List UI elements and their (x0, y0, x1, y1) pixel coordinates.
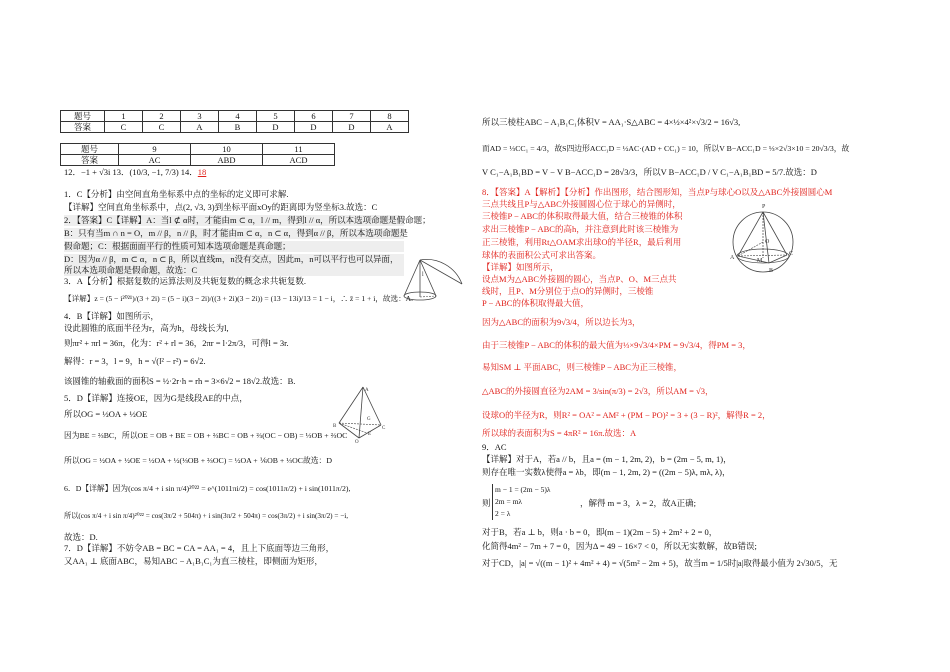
q9-head: 9．AC (482, 442, 507, 452)
q8-line-13: 易知SM ⊥ 平面ABC，则三棱锥P − ABC为正三棱锥， (482, 362, 682, 372)
q8-line-3: 三棱锥P − ABC的体积取得最大值，结合三棱锥的体积 (482, 211, 683, 221)
q9-line-3: 则 (482, 498, 491, 508)
q9-system (492, 484, 551, 520)
q2-line-e: 所以本选项命题是假命题，故选：C (64, 265, 404, 276)
tetra-label-a: A (365, 388, 369, 393)
q4-line-b: 则πr² + πrl = 36π，化为：r² + rl = 36，2πr = l·2π/3，可得l = 3r. (64, 338, 289, 348)
table-cell: D (257, 122, 295, 133)
r-line-2: 而AD = ⅓CC₁ = 4/3，故S四边形ACC₁D = ½AC·(AD + CC₁) = 10，所以V B−ACC₁D = ⅓×2√3×10 = 20√3/3，故 (482, 144, 850, 153)
q8-line-10: P − ABC的体积取得最大值， (482, 298, 589, 308)
q2-line-d: D：因为α // β，m ⊂ α，n ⊂ β，所以直线m，n没有交点，因此m，n可以平行也可以异面， (64, 254, 404, 265)
table-cell: ACD (263, 155, 335, 166)
table-cell: 10 (191, 144, 263, 155)
table-cell: B (219, 122, 257, 133)
q7-head: 7．D【详解】不妨令AB = BC = CA = AA₁ = 4，且上下底面等边三角形， (64, 543, 335, 553)
q9-line-6: 对于CD，|a| = √((m − 1)² + 4m² + 4) = √(5m² − 2m + 5)，故当m = 1/5时|a|取得最小值为 2√30/5，无 (482, 558, 838, 568)
table-row (61, 111, 409, 122)
q7-line-a: 又AA₁ ⊥ 底面ABC，易知ABC − A₁B₁C₁为直三棱柱，即侧面为矩形， (64, 556, 323, 566)
q3-analysis: 3．A【分析】根据复数的运算法则及共轭复数的概念求共轭复数. (64, 276, 307, 286)
table-cell: 答案 (61, 155, 119, 166)
left-column (60, 110, 410, 166)
q14-answer: 18 (197, 167, 207, 177)
table-row (61, 122, 409, 133)
q12-14-line (64, 167, 206, 178)
table-cell: D (295, 122, 333, 133)
answer-table-2 (60, 143, 335, 166)
q9-eq-2: 2m = mλ (495, 497, 523, 506)
q8-line-5: 正三棱锥，利用Rt△OAM求出球O的半径R，最后利用 (482, 237, 682, 247)
answer-table-1 (60, 110, 409, 133)
tetra-label-c: C (382, 426, 386, 431)
q8-line-6: 球体的表面积公式可求出答案。 (482, 250, 602, 260)
q9-line-4: 对于B，若a ⊥ b，则a · b = 0，即(m − 1)(2m − 5) + 2m² + 2 = 0， (482, 527, 718, 537)
sphere-label-p: P (762, 204, 766, 210)
q1-analysis: 1．C【分析】由空间直角坐标系中点的坐标的定义即可求解. (64, 189, 289, 199)
table-cell: 答案 (61, 122, 105, 133)
q4-head: 4．B【详解】如图所示， (64, 311, 159, 321)
q2-line-b: B：只有当m ∩ n = O，m // β，n // β，时才能由m ⊂ α，n ⊂ α，得到α // β，所以本选项命题是 (64, 228, 408, 238)
q9-eq-1: m − 1 = (2m − 5)λ (495, 485, 551, 494)
q8-line-16: 所以球的表面积为S = 4πR² = 16π.故选：A (482, 428, 637, 438)
table-cell: 11 (263, 144, 335, 155)
q9-eq-3: 2 = λ (495, 509, 511, 518)
table-cell: 1 (105, 111, 143, 122)
table-cell: 题号 (61, 111, 105, 122)
table-cell: 5 (257, 111, 295, 122)
q8-line-11: 因为△ABC的面积为9√3/4，所以边长为3， (482, 317, 641, 327)
q4-line-a: 设此圆锥的底面半径为r，高为h，母线长为l, (64, 323, 229, 333)
tetra-label-b: B (333, 424, 337, 429)
tetra-label-e: E (368, 432, 372, 437)
sphere-label-a: A (730, 255, 735, 261)
q8-line-4: 求出三棱锥P − ABC的高h，并注意到此时该三棱锥为 (482, 224, 679, 234)
tetra-label-o: O (355, 440, 359, 443)
q4-line-d: 该圆锥的轴截面的面积S = ½·2r·h = rh = 3×6√2 = 18√2.故选：B. (64, 376, 296, 386)
q6-line-b: 故选：D. (64, 532, 98, 542)
q8-line-8: 设点M为△ABC外接圆的圆心，当点P、O、M三点共 (482, 274, 677, 284)
q3-detail: 【详解】z = (5 − i²⁰²¹)/(3 + 2i) = (5 − i)(3 − 2i)/((3 + 2i)(3 − 2i)) = (13 − 13i)/13 = 1 − i，∴ z̄ = 1 + i，故选：A. (64, 294, 414, 303)
table-cell: A (181, 122, 219, 133)
q9-line-5: 化简得4m² − 7m + 7 = 0，因为Δ = 49 − 16×7 < 0，所以无实数解，故B错误; (482, 541, 757, 551)
q9-line-1: 【详解】对于A，若a // b，且a = (m − 1, 2m, 2)，b = (2m − 5, m, 1)， (482, 454, 732, 464)
table-cell: 7 (333, 111, 371, 122)
table-cell: AC (119, 155, 191, 166)
q8-line-9: 线时，且P、M分别位于点O的异侧时，三棱锥 (482, 286, 654, 296)
q2-line-a: 2．【答案】C【详解】A：当l ⊄ α时，才能由m ⊂ α，l // m，得到l // α，所以本选项命题是假命题； (64, 215, 431, 225)
q12-13-text: 12．−1 + √3i 13．(10/3, −1, 7/3) 14． (64, 167, 198, 177)
table-cell: 题号 (61, 144, 119, 155)
q8-line-14: △ABC的外接圆直径为2AM = 3/sin(π/3) = 2√3，所以AM = √3， (482, 386, 714, 396)
r-line-1: 所以三棱柱ABC − A₁B₁C₁体积V = AA₁·S△ABC = 4×½×4²×√3/2 = 16√3, (482, 117, 741, 127)
q5-line-c: 所以OG = ½OA + ½OE = ½OA + ½(⅓OB + ⅔OC) = ½OA + ⅙OB + ⅓OC故选：D (64, 456, 332, 465)
q5-line-a: 所以OG = ½OA + ½OE (64, 409, 148, 419)
q5-line-b: 因为BE = ⅔BC，所以OE = OB + BE = OB + ⅔BC = OB + ⅔(OC − OB) = ⅓OB + ⅔OC (64, 431, 348, 440)
table-row (61, 155, 335, 166)
sphere-label-m: M (757, 258, 763, 264)
tetrahedron-figure (333, 383, 388, 443)
table-cell: 8 (371, 111, 409, 122)
table-cell: 3 (181, 111, 219, 122)
q9-line-2: 则存在唯一实数λ使得a = λb，即(m − 1, 2m, 2) = ((2m − 5)λ, mλ, λ)， (482, 467, 731, 477)
q8-line-7: 【详解】如图所示， (482, 262, 559, 272)
r-line-3: V C₁−A₁B₁BD = V − V B−ACC₁D = 28√3/3，所以V B−ACC₁D / V C₁−A₁B₁BD = 5/7.故选：D (482, 167, 817, 177)
table-cell: 9 (119, 144, 191, 155)
q8-line-1: 8．【答案】A【解析】【分析】作出图形，结合图形知，当点P与球心O以及△ABC外接圆圆心M (482, 187, 833, 197)
table-cell: 6 (295, 111, 333, 122)
sphere-figure (725, 196, 805, 281)
q6-line-a: 所以(cos π/4 + i sin π/4)²⁰²² = cos(3π/2 + 504π) + i sin(3π/2 + 504π) = cos(3π/2) + i sin(3π/2) = −i, (64, 512, 349, 520)
cone-label: l (422, 272, 424, 278)
table-cell: A (371, 122, 409, 133)
table-cell: C (105, 122, 143, 133)
q8-line-2: 三点共线且P与△ABC外接圆圆心位于球心的异侧时， (482, 199, 681, 209)
q4-line-c: 解得：r = 3，l = 9，h = √(l² − r²) = 6√2. (64, 356, 206, 366)
table-cell: 4 (219, 111, 257, 122)
q8-line-12: 由于三棱锥P − ABC的体积的最大值为⅓×9√3/4×PM = 9√3/4，得PM = 3， (482, 340, 751, 350)
table-cell: 2 (143, 111, 181, 122)
cone-figure (392, 252, 467, 307)
q5-head: 5．D【详解】连接OE，因为G是线段AE的中点， (64, 393, 248, 403)
sphere-label-b: B (769, 268, 774, 274)
q2-line-c: 假命题；C：根据面面平行的性质可知本选项命题是真命题； (64, 241, 404, 252)
q1-detail: 【详解】空间直角坐标系中，点(2, √3, 3)到坐标平面xOy的距离即为竖坐标3.故选：C (64, 202, 378, 212)
q9-line-3-result: ，解得 m = 3，λ = 2，故A正确; (580, 498, 696, 508)
table-row (61, 144, 335, 155)
table-cell: C (143, 122, 181, 133)
table-cell: ABD (191, 155, 263, 166)
table-cell: D (333, 122, 371, 133)
sphere-label-o: O (765, 239, 770, 245)
q6-head: 6．D【详解】因为(cos π/4 + i sin π/4)²⁰²² = e^(1011πi/2) = cos(1011π/2) + i sin(1011π/2), (64, 484, 351, 493)
tetra-label-g: G (367, 417, 371, 422)
q8-line-15: 设球O的半径为R，则R² = OA² = AM² + (PM − PO)² = 3 + (3 − R)²，解得R = 2， (482, 410, 771, 420)
sphere-label-c: C (789, 251, 794, 257)
